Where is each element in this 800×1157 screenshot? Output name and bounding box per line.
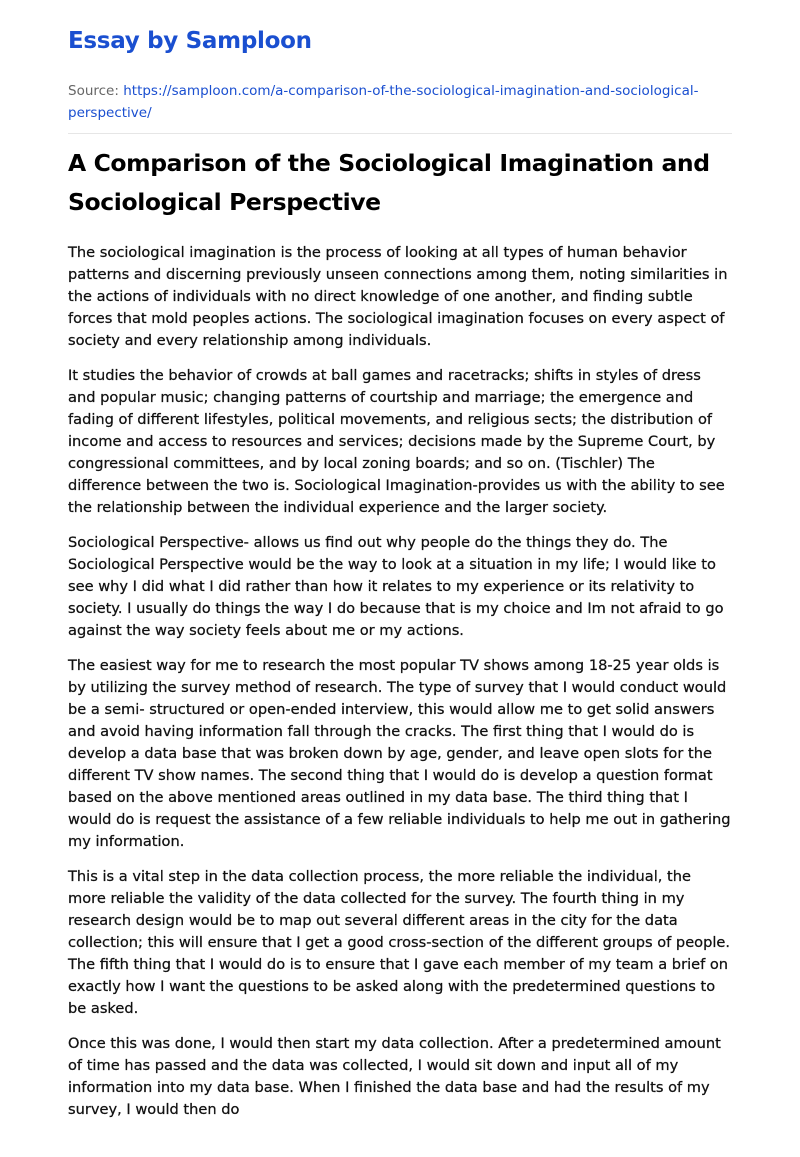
paragraph: It studies the behavior of crowds at ball games and racetracks; shifts in styles of dress and popular music; changing patterns of courtship and marriage; the emergence and fading of different lifestyles, political movements, and religious sects; the distribution of income and access to resources and services; decisions made by the Supreme Court, by congressional committees, and by local zoning boards; and so on. (Tischler) The difference between the two is. Sociological Imagination-provides us with the ability to see the relationship between the individual experience and the larger society. — [68, 367, 725, 516]
paragraph: The easiest way for me to research the most popular TV shows among 18-25 year olds is by utilizing the survey method of research. The type of survey that I would conduct would be a semi- structured or open-ended interview, this would allow me to get solid answers and avoid having information fall through the cracks. The first thing that I would do is develop a data base that was broken down by age, gender, and leave open slots for the different TV show names. The second thing that I would do is develop a question format based on the above mentioned areas outlined in my data base. The third thing that I would do is request the assistance of a few reliable individuals to help me out in gathering my information. — [68, 657, 731, 850]
essay-title: A Comparison of the Sociological Imagination and Sociological Perspective — [68, 149, 710, 216]
source-label: Source: — [68, 83, 124, 99]
paragraph: Sociological Perspective- allows us find out why people do the things they do. The Sociological Perspective would be the way to look at a situation in my life; I would like to see why I did what I did rather than how it relates to my experience or its relativity to society. I usually do things the way I do because that is my choice and Im not afraid to go against the way society feels about me or my actions. — [68, 534, 724, 639]
divider — [68, 133, 732, 134]
site-brand[interactable]: Essay by Samploon — [68, 28, 312, 54]
essay-body — [68, 242, 732, 1121]
paragraph: The sociological imagination is the process of looking at all types of human behavior patterns and discerning previously unseen connections among them, noting similarities in the actions of individuals with no direct knowledge of one another, and finding subtle forces that mold peoples actions. The sociological imagination focuses on every aspect of society and every relationship among individuals. — [68, 244, 728, 349]
paragraph: This is a vital step in the data collection process, the more reliable the individual, the more reliable the validity of the data collected for the survey. The fourth thing in my research design would be to map out several different areas in the city for the data collection; this will ensure that I get a good cross-section of the different groups of people. The fifth thing that I would do is to ensure that I gave each member of my team a brief on exactly how I want the questions to be asked along with the predetermined questions to be asked. — [68, 868, 731, 1017]
paragraph: Once this was done, I would then start my data collection. After a predetermined amount of time has passed and the data was collected, I would sit down and input all of my information into my data base. When I finished the data base and had the results of my survey, I would then do — [68, 1035, 721, 1118]
source-line — [68, 80, 732, 124]
source-link[interactable]: https://samploon.com/a-comparison-of-the-sociological-imagination-and-sociological-perspective/ — [68, 83, 699, 121]
essay-page — [68, 0, 732, 1134]
